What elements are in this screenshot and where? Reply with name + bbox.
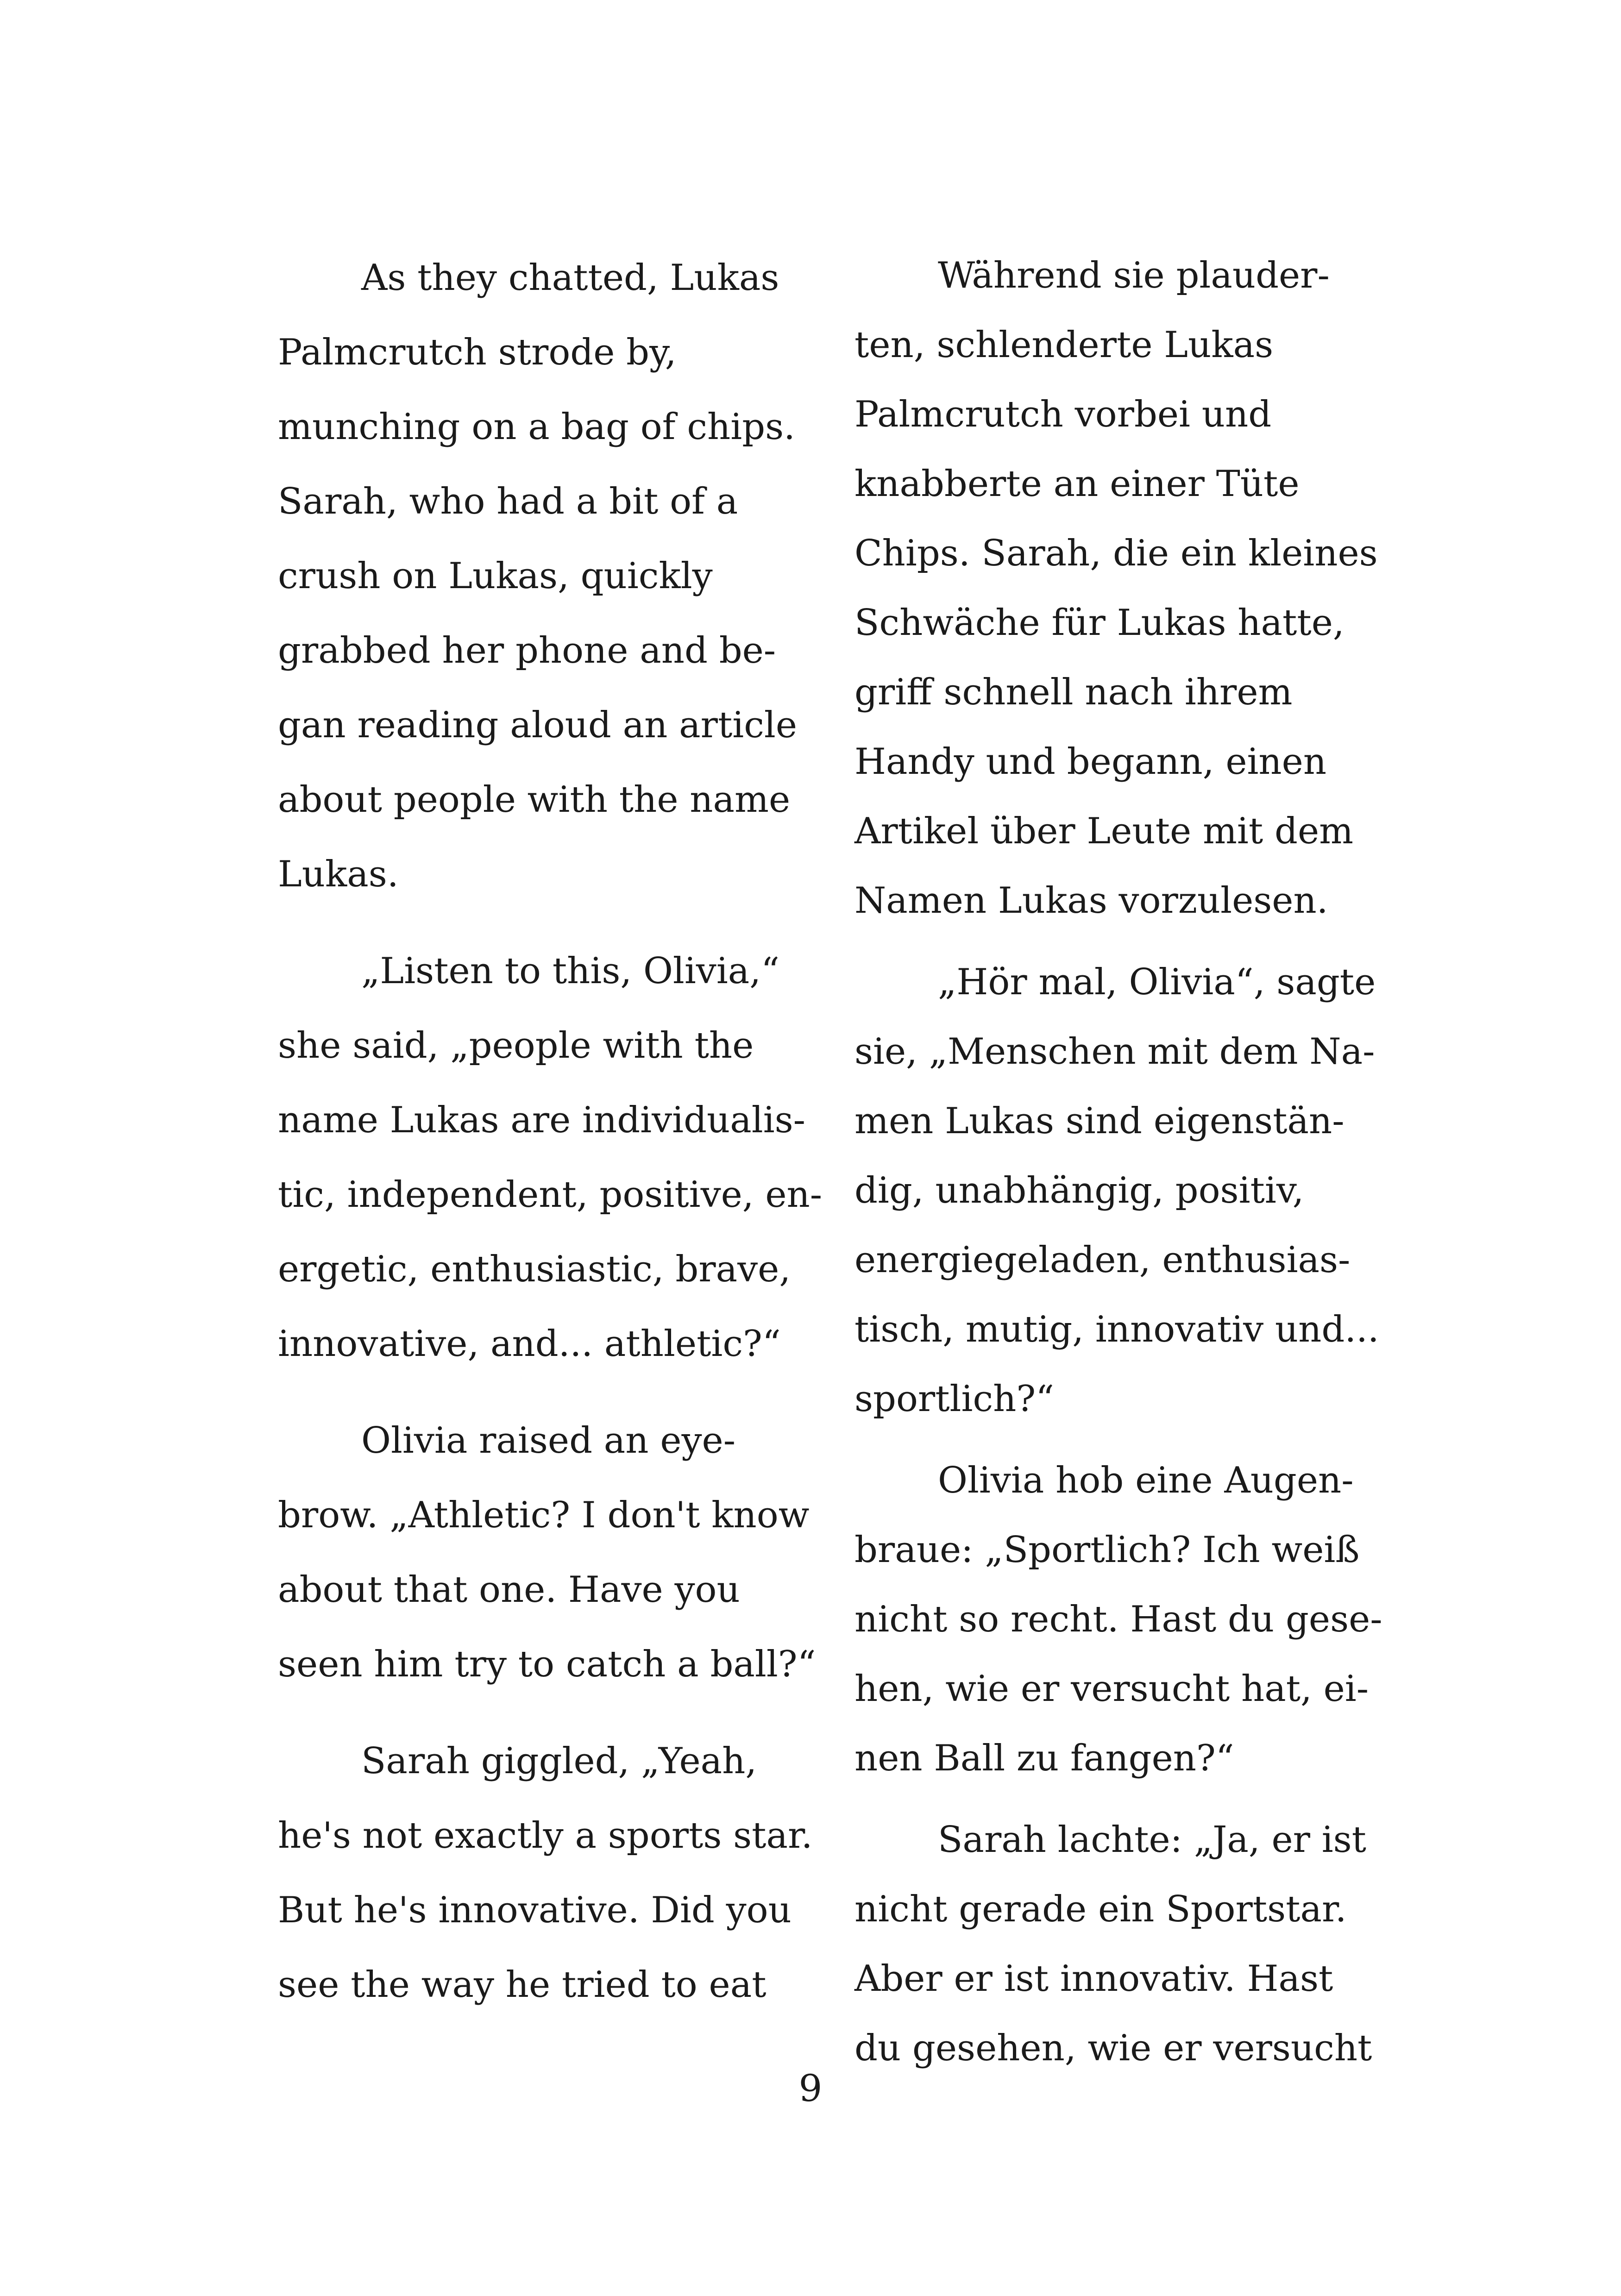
text-line: crush on Lukas, quickly [278, 555, 713, 597]
text-line: munching on a bag of chips. [278, 406, 795, 448]
text-line: see the way he tried to eat [278, 1964, 767, 2006]
text-line: ergetic, enthusiastic, brave, [278, 1248, 791, 1290]
text-line: Sarah lachte: „Ja, er ist [938, 1819, 1367, 1861]
text-line: „Listen to this, Olivia,“ [361, 950, 779, 992]
text-line: about that one. Have you [278, 1569, 740, 1611]
text-line: nicht so recht. Hast du gese- [854, 1599, 1382, 1640]
text-line: grabbed her phone and be- [278, 630, 776, 671]
text-line: But he's innovative. Did you [278, 1889, 792, 1931]
text-line: Artikel über Leute mit dem [854, 810, 1354, 852]
page-number: 9 [798, 2067, 823, 2110]
text-line: tisch, mutig, innovativ und... [854, 1309, 1379, 1350]
text-line: energiegeladen, enthusias- [854, 1239, 1351, 1281]
english-paragraph [278, 1404, 820, 1702]
english-paragraph [278, 1724, 820, 2022]
german-paragraph [854, 241, 1378, 935]
english-paragraph [278, 934, 823, 1381]
text-line: brow. „Athletic? I don't know [278, 1494, 810, 1536]
text-line: Chips. Sarah, die ein kleines [854, 533, 1378, 574]
text-line: sie, „Menschen mit dem Na- [854, 1031, 1375, 1073]
german-paragraph [854, 947, 1379, 1434]
text-line: gan reading aloud an article [278, 704, 798, 746]
text-line: du gesehen, wie er versucht [854, 2027, 1372, 2069]
text-line: name Lukas are individualis- [278, 1099, 806, 1141]
english-column [278, 241, 823, 2022]
text-line: nen Ball zu fangen?“ [854, 1738, 1234, 1779]
text-line: Sarah, who had a bit of a [278, 481, 738, 522]
text-line: Palmcrutch strode by, [278, 332, 677, 373]
text-line: Handy und begann, einen [854, 741, 1327, 783]
german-column [854, 241, 1382, 2083]
text-line: Olivia hob eine Augen- [938, 1460, 1354, 1501]
text-line: „Hör mal, Olivia“, sagte [938, 961, 1376, 1003]
text-line: dig, unabhängig, positiv, [854, 1170, 1304, 1211]
text-line: nicht gerade ein Sportstar. [854, 1888, 1347, 1930]
text-line: ten, schlenderte Lukas [854, 324, 1274, 366]
text-line: braue: „Sportlich? Ich weiß [854, 1529, 1360, 1571]
text-line: Palmcrutch vorbei und [854, 394, 1272, 435]
english-paragraph [278, 241, 820, 912]
german-paragraph [854, 1446, 1382, 1793]
text-line: seen him try to catch a ball?“ [278, 1644, 816, 1685]
text-line: Olivia raised an eye- [361, 1420, 736, 1462]
text-line: Schwäche für Lukas hatte, [854, 602, 1345, 644]
text-line: innovative, and... athletic?“ [278, 1323, 781, 1365]
text-line: hen, wie er versucht hat, ei- [854, 1668, 1369, 1710]
german-paragraph [854, 1805, 1373, 2083]
text-line: tic, independent, positive, en- [278, 1174, 823, 1216]
text-line: Namen Lukas vorzulesen. [854, 880, 1328, 922]
text-line: Aber er ist innovativ. Hast [854, 1958, 1333, 2000]
text-line: she said, „people with the [278, 1025, 754, 1066]
text-line: he's not exactly a sports star. [278, 1815, 813, 1857]
text-line: As they chatted, Lukas [361, 257, 779, 299]
text-line: men Lukas sind eigenstän- [854, 1100, 1345, 1142]
text-line: sportlich?“ [854, 1378, 1055, 1420]
text-line: Während sie plauder- [938, 255, 1330, 296]
text-line: knabberte an einer Tüte [854, 463, 1300, 505]
text-line: about people with the name [278, 779, 791, 821]
text-line: Sarah giggled, „Yeah, [361, 1740, 757, 1782]
text-line: Lukas. [278, 853, 399, 895]
text-line: griff schnell nach ihrem [854, 671, 1293, 713]
